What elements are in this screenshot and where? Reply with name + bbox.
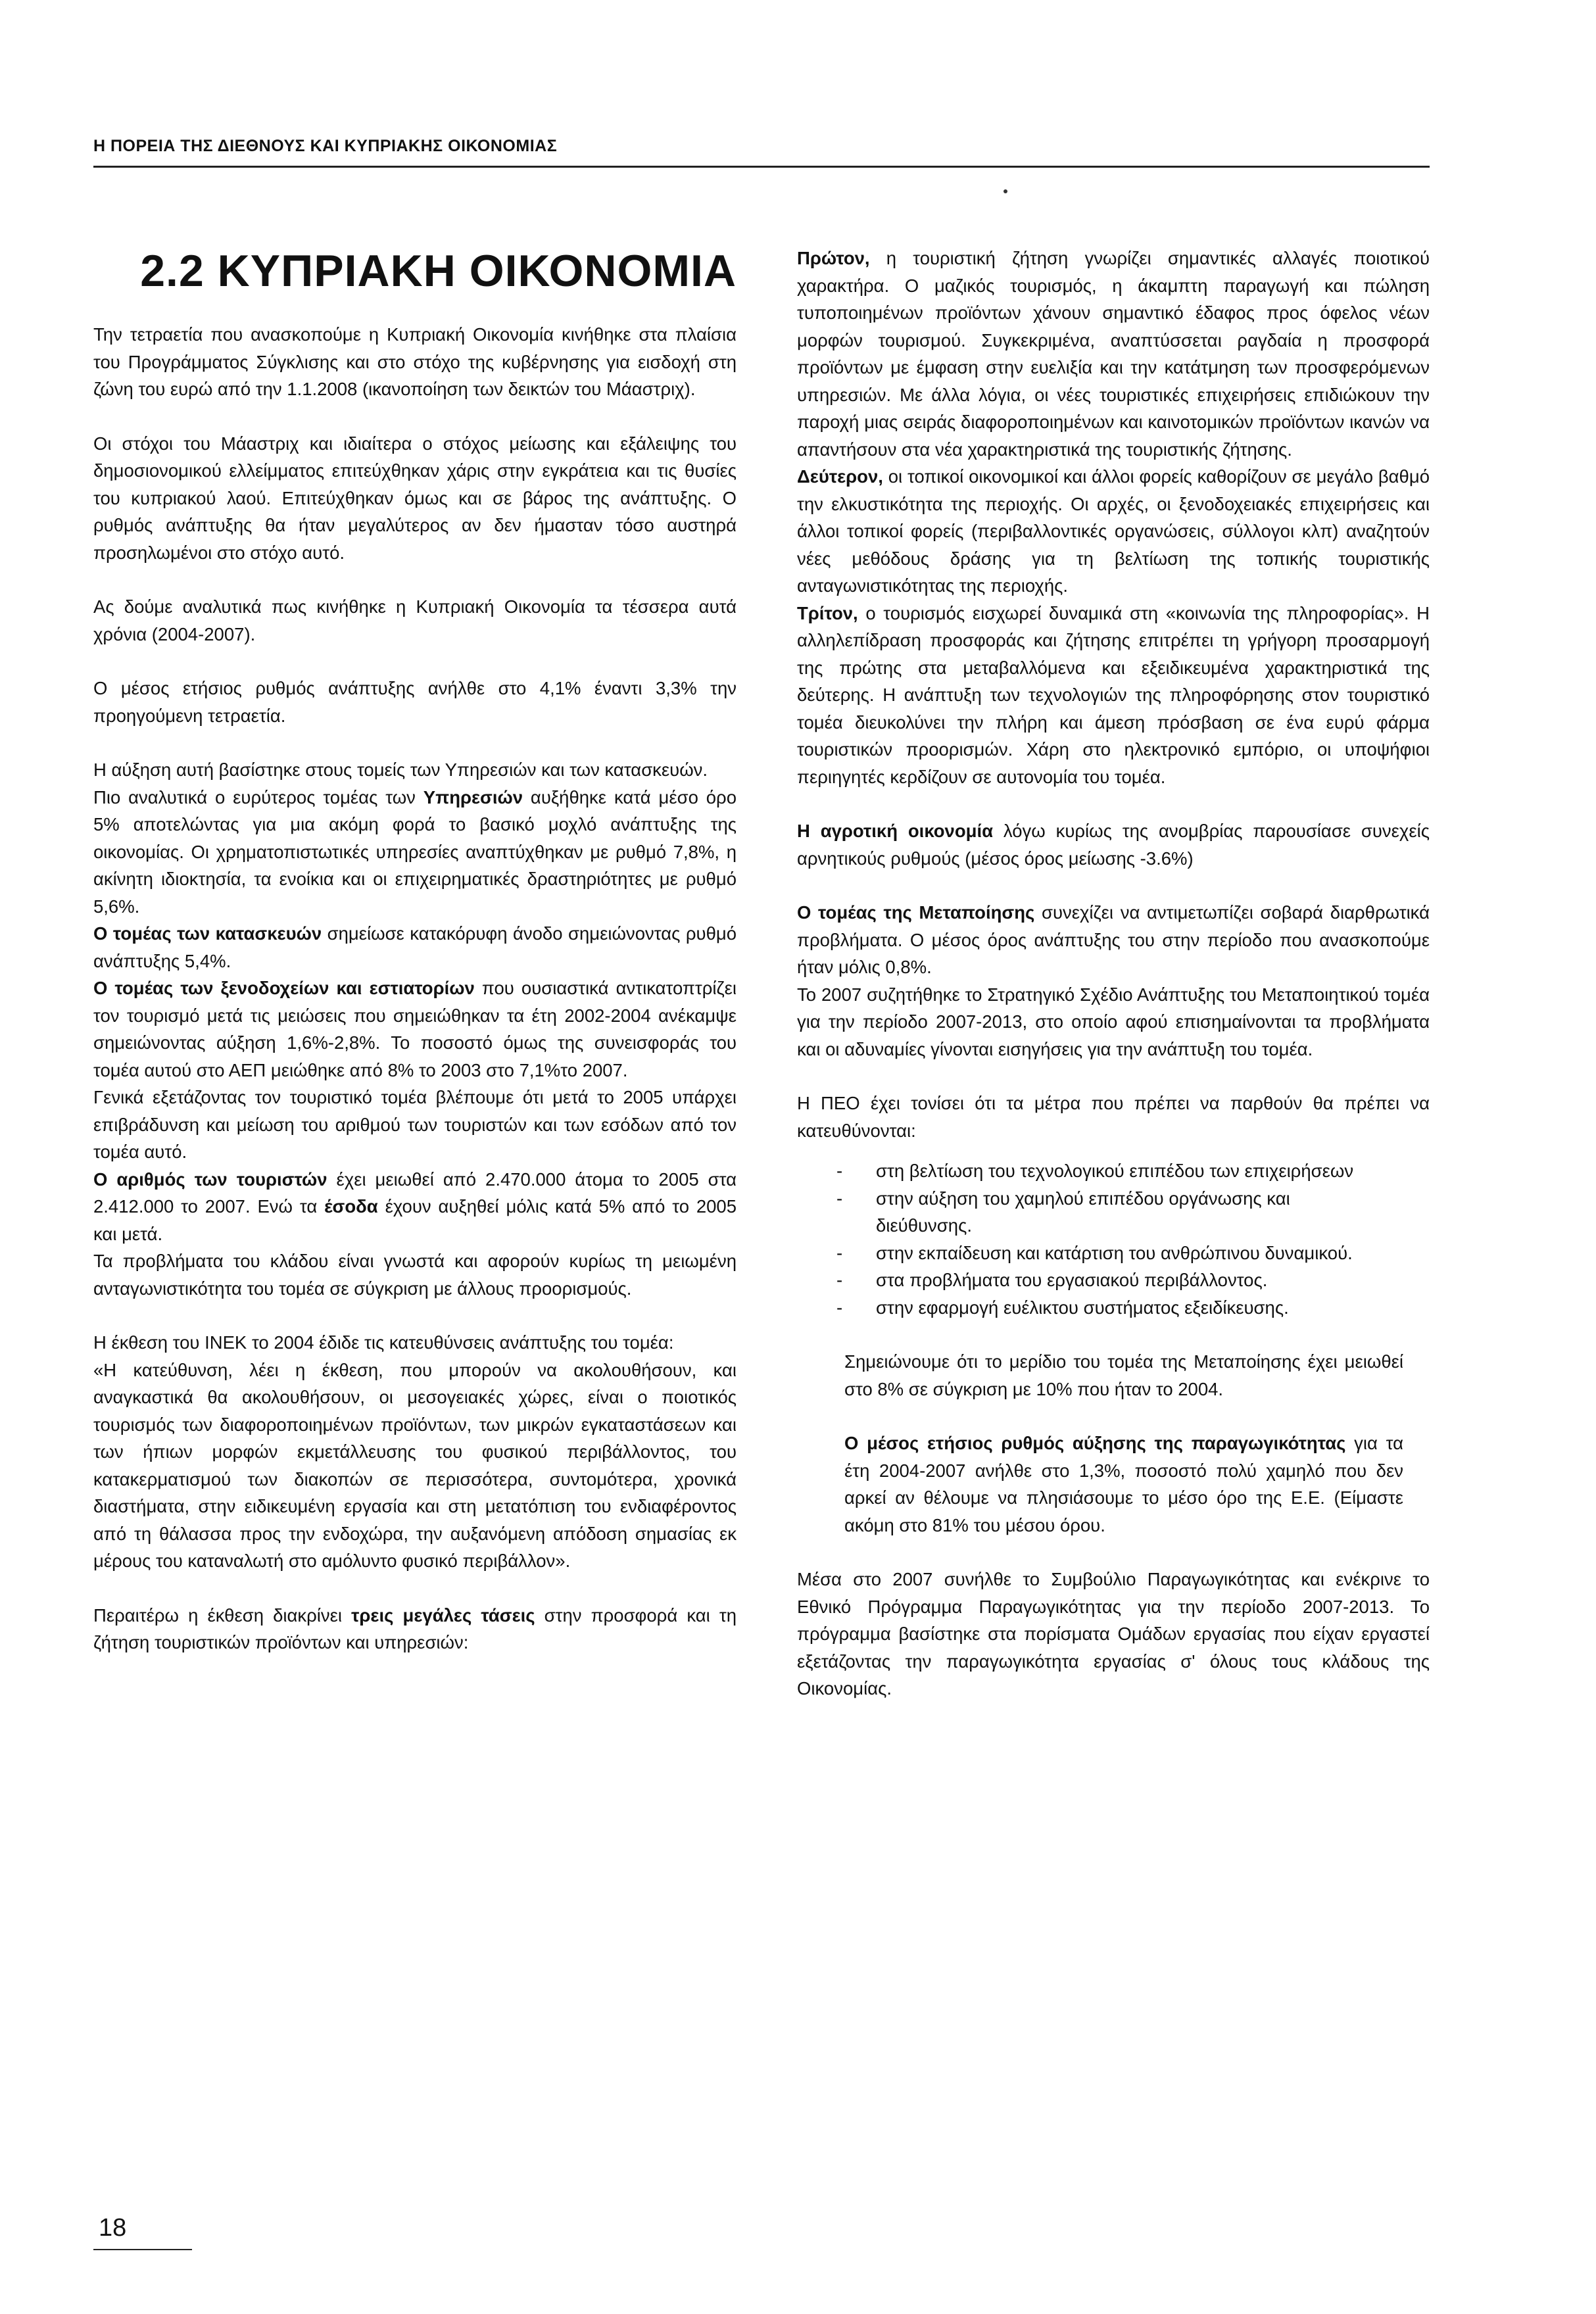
paragraph: Η αύξηση αυτή βασίστηκε στους τομείς των Υπηρεσιών και των κατασκευών. xyxy=(93,759,708,780)
paragraph-productivity: Ο μέσος ετήσιος ρυθμός αύξησης της παραγωγικότητας για τα έτη 2004-2007 ανήλθε στο 1,3%, ποσοστό πολύ χαμηλό που δεν αρκεί αν θέλουμε να πλησιάσουμε το μέσο όρο της Ε.Ε. (Είμαστε ακόμη στο 81% του μέσου όρου. xyxy=(844,1433,1404,1535)
paragraph-first: Πρώτον, η τουριστική ζήτηση γνωρίζει σημαντικές αλλαγές ποιοτικού χαρακτήρα. Ο μαζικός τουρισμός, η άκαμπτη παραγωγή και πώληση τυποποιημένων προϊόντων χάνουν σημαντικό έδαφος προς όφελος νέων μορφών τουρισμού. Συγκεκριμένα, αναπτύσσεται ραγδαία η προσφορά προϊόντων με έμφαση στην ευελιξία και την κατάτμηση των προσφερόμενων υπηρεσιών. Με άλλα λόγια, οι νέες τουριστικές επιχειρήσεις επιδιώκουν την παροχή μιας σειράς διαφοροποιημένων και καινοτομικών προϊόντων ικανών να απαντήσουν στα νέα χαρακτηριστικά της τουριστικής ζήτησης. xyxy=(797,248,1430,460)
paragraph: Γενικά εξετάζοντας τον τουριστικό τομέα βλέπουμε ότι μετά το 2005 υπάρχει επιβράδυνση και μείωση του αριθμού των τουριστών και των εσόδων από τον τομέα αυτό. xyxy=(93,1087,737,1162)
scan-speck xyxy=(1004,189,1007,193)
paragraph: Οι στόχοι του Μάαστριχ και ιδιαίτερα ο στόχος μείωσης και εξάλειψης του δημοσιονομικού ελλείμματος επιτεύχθηκαν χάρις στην εγκράτεια και τις θυσίες του κυπριακού λαού. Επιτεύχθηκαν όμως και σε βάρος της ανάπτυξης. Ο ρυθμός ανάπτυξης θα ήταν μεγαλύτερος αν δεν ήμασταν τόσο αυστηρά προσηλωμένοι στο στόχο αυτό. xyxy=(93,433,737,563)
running-header: Η ΠΟΡΕΙΑ ΤΗΣ ΔΙΕΘΝΟΥΣ ΚΑΙ ΚΥΠΡΙΑΚΗΣ ΟΙΚΟΝΟΜΙΑΣ xyxy=(93,137,558,155)
paragraph-trends: Περαιτέρω η έκθεση διακρίνει τρεις μεγάλες τάσεις στην προσφορά και τη ζήτηση τουριστικών προϊόντων και υπηρεσιών: xyxy=(93,1604,737,1652)
paragraph-construction: Ο τομέας των κατασκευών σημείωσε κατακόρυφη άνοδο σημειώνοντας ρυθμό ανάπτυξης 5,4%. xyxy=(93,923,737,971)
page-number: 18 xyxy=(99,2214,127,2242)
paragraph: Ο μέσος ετήσιος ρυθμός ανάπτυξης ανήλθε στο 4,1% έναντι 3,3% την προηγούμενη τετραετία. xyxy=(93,678,737,726)
paragraph: Τα προβλήματα του κλάδου είναι γνωστά και αφορούν κυρίως τη μειωμένη ανταγωνιστικότητα του τομέα σε σύγκριση με άλλους προορισμούς. xyxy=(93,1251,737,1299)
list-item: - στην αύξηση του χαμηλού επιπέδου οργάνωσης και διεύθυνσης. xyxy=(836,1185,1430,1240)
quote: «Η κατεύθυνση, λέει η έκθεση, που μπορούν να ακολουθήσουν, και αναγκαστικά θα ακολουθήσουν, οι μεσογειακές χώρες, είναι ο ποιοτικός τουρισμός των διαφοροποιημένων προϊόντων, των μικρών εγκαταστάσεων και των ήπιων μορφών εκμετάλλευσης του φυσικού περιβάλλοντος, του κατακερματισμού των διακοπών σε περισσότερα, συντομότερα, χρονικά διαστήματα, στην ειδικευμένη εργασία και στη μετατόπιση του ενδιαφέροντος από τη θάλασσα προς την ενδοχώρα, την αυξανόμενη απόδοση σημασίας εκ μέρους του καταναλωτή στο αμόλυντο φυσικό περιβάλλον». xyxy=(93,1359,737,1571)
paragraph: Το 2007 συζητήθηκε το Στρατηγικό Σχέδιο Ανάπτυξης του Μεταποιητικού τομέα για την περίοδο 2007-2013, στο οποίο αφού επισημαίνονται τα προβλήματα και οι αδυναμίες γίνονται εισηγήσεις για την ανάπτυξη του τομέα. xyxy=(797,984,1430,1059)
emphasis: Ο αριθμός των τουριστών xyxy=(93,1169,327,1190)
paragraph: Την τετραετία που ανασκοπούμε η Κυπριακή Οικονομία κινήθηκε στα πλαίσια του Προγράμματος Σύγκλισης και στο στόχο της κυβέρνησης για εισδοχή στη ζώνη του ευρώ από την 1.1.2008 (ικανοποίηση των δεικτών του Μάαστριχ). xyxy=(93,324,737,399)
emphasis: Ο τομέας της Μεταποίησης xyxy=(797,902,1035,923)
paragraph-services: Πιο αναλυτικά ο ευρύτερος τομέας των Υπηρεσιών αυξήθηκε κατά μέσο όρο 5% αποτελώντας για μια ακόμη φορά το βασικό μοχλό ανάπτυξης της οικονομίας. Οι χρηματοπιστωτικές υπηρεσίες αναπτύχθηκαν με ρυθμό 7,8%, η ακίνητη ιδιοκτησία, τα ενοίκια και οι επιχειρηματικές δραστηριότητες με ρυθμό 5,6%. xyxy=(93,786,737,917)
measures-list xyxy=(797,1157,1430,1321)
paragraph: Η έκθεση του ΙΝΕΚ το 2004 έδιδε τις κατευθύνσεις ανάπτυξης του τομέα: xyxy=(93,1332,674,1353)
emphasis: Ο τομέας των ξενοδοχείων και εστιατορίων xyxy=(93,978,475,998)
emphasis: τρεις μεγάλες τάσεις xyxy=(351,1604,535,1626)
footer-divider xyxy=(93,2249,192,2250)
list-item: - στην εφαρμογή ευέλικτου συστήματος εξειδίκευσης. xyxy=(836,1294,1430,1322)
paragraph-second: Δεύτερον, οι τοπικοί οικονομικοί και άλλοι φορείς καθορίζουν σε μεγάλο βαθμό την ελκυστικότητα της περιοχής. Οι αρχές, οι ξενοδοχειακές επιχειρήσεις και άλλοι τοπικοί φορείς (περιβαλλοντικές οργανώσεις, σύλλογοι κλπ) αναζητούν νέες μεθόδους δράσης για τη βελτίωση της τοπικής τουριστικής ανταγωνιστικότητας της περιοχής. xyxy=(797,466,1430,596)
paragraph: Ας δούμε αναλυτικά πως κινήθηκε η Κυπριακή Οικονομία τα τέσσερα αυτά χρόνια (2004-2007). xyxy=(93,596,737,644)
paragraph-hotels: Ο τομέας των ξενοδοχείων και εστιατορίων που ουσιαστικά αντικατοπτρίζει τον τουρισμό μετά τις μειώσεις που σημειώθηκαν τα έτη 2002-2004 ανέκαμψε σημειώνοντας αύξηση 1,6%-2,8%. Το ποσοστό όμως της συνεισφοράς του τομέα αυτού στο ΑΕΠ μειώθηκε από 8% το 2003 στο 7,1%το 2007. xyxy=(93,978,737,1080)
section-title: 2.2 ΚΥΠΡΙΑΚΗ ΟΙΚΟΝΟΜΙΑ xyxy=(140,246,737,296)
paragraph: Η ΠΕΟ έχει τονίσει ότι τα μέτρα που πρέπει να παρθούν θα πρέπει να κατευθύνονται: xyxy=(797,1093,1430,1141)
emphasis: Υπηρεσιών xyxy=(423,786,523,807)
emphasis: έσοδα xyxy=(324,1196,378,1217)
header-divider xyxy=(93,166,1430,168)
list-item: - στα προβλήματα του εργασιακού περιβάλλοντος. xyxy=(836,1266,1430,1294)
emphasis: Ο τομέας των κατασκευών xyxy=(93,923,322,944)
paragraph: Σημειώνουμε ότι το μερίδιο του τομέα της Μεταποίησης έχει μειωθεί στο 8% σε σύγκριση με 10% που ήταν το 2004. xyxy=(844,1351,1403,1399)
list-item: - στην εκπαίδευση και κατάρτιση του ανθρώπινου δυναμικού. xyxy=(836,1240,1430,1267)
paragraph-agriculture: Η αγροτική οικονομία λόγω κυρίως της ανομβρίας παρουσίασε συνεχείς αρνητικούς ρυθμούς (μέσος όρος μείωσης -3.6%) xyxy=(797,821,1430,869)
emphasis: Τρίτον, xyxy=(797,602,858,623)
paragraph-manufacturing: Ο τομέας της Μεταποίησης συνεχίζει να αντιμετωπίζει σοβαρά διαρθρωτικά προβλήματα. Ο μέσος όρος ανάπτυξης του στην περίοδο που ανασκοπούμε ήταν μόλις 0,8%. xyxy=(797,902,1430,977)
right-column xyxy=(797,245,1430,1702)
paragraph-third: Τρίτον, ο τουρισμός εισχωρεί δυναμικά στη «κοινωνία της πληροφορίας». Η αλληλεπίδραση προσφοράς και ζήτησης επιτρέπει τη γρήγορη προσαρμογή της πρώτης στα μεταβαλλόμενα και εξειδικευμένα χαρακτηριστικά της δεύτερης. Η ανάπτυξη των τεχνολογιών της πληροφόρησης στον τουριστικό τομέα διευκολύνει την πλήρη και άμεση πρόσβαση σε ένα ευρύ φάρμα τουριστικών προορισμών. Χάρη στο ηλεκτρονικό εμπόριο, οι υποψήφιοι περιηγητές κερδίζουν σε αυτονομία του τομέα. xyxy=(797,602,1430,787)
emphasis: Ο μέσος ετήσιος ρυθμός αύξησης της παραγωγικότητας xyxy=(844,1433,1346,1453)
emphasis: Η αγροτική οικονομία xyxy=(797,821,994,841)
paragraph: Μέσα στο 2007 συνήλθε το Συμβούλιο Παραγωγικότητας και ενέκρινε το Εθνικό Πρόγραμμα Παραγωγικότητας για την περίοδο 2007-2013. Το πρόγραμμα βασίστηκε στα πορίσματα Ομάδων εργασίας που είχαν εργαστεί εξετάζοντας την παραγωγικότητα εργασίας σ' όλους τους κλάδους της Οικονομίας. xyxy=(797,1569,1430,1699)
left-column xyxy=(93,245,737,1656)
emphasis: Πρώτον, xyxy=(797,248,870,268)
emphasis: Δεύτερον, xyxy=(797,466,883,487)
list-item: - στη βελτίωση του τεχνολογικού επιπέδου των επιχειρήσεων xyxy=(836,1157,1430,1185)
paragraph-tourists: Ο αριθμός των τουριστών έχει μειωθεί από 2.470.000 άτομα το 2005 στα 2.412.000 το 2007. Ενώ τα έσοδα έχουν αυξηθεί μόλις κατά 5% από το 2005 και μετά. xyxy=(93,1169,737,1244)
